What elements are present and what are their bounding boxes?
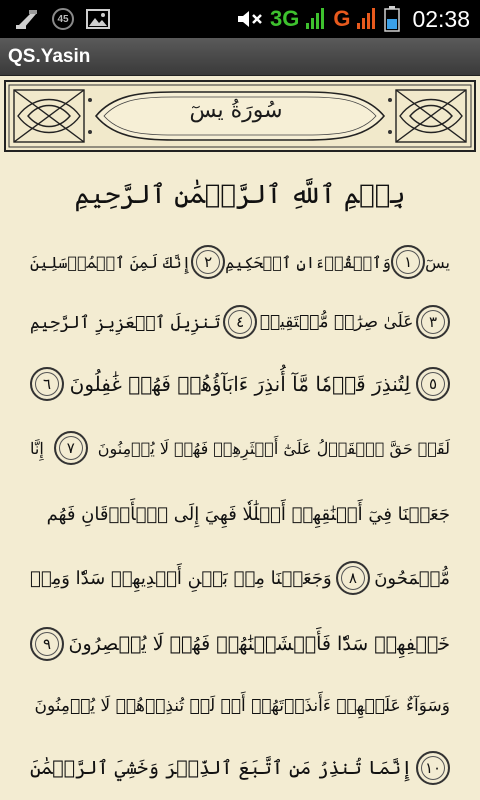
ayah-number-marker: ٩ [30,627,64,661]
verse-segment: وَٱلۡقُرۡءَانِ ٱلۡحَكِيمِ [225,252,392,272]
verse-segment: خَلۡفِهِمۡ سَدّٗا فَأَغۡشَيۡنَٰهُمۡ فَهُمۡ لَا يُبۡصِرُونَ [68,633,450,655]
verse-line [30,488,450,540]
verse-line [30,422,450,474]
verse-line [30,358,450,410]
ayah-number-marker: ٣ [416,305,450,339]
verse-segment: جَعَلۡنَا فِيٓ أَعۡنَٰقِهِمۡ أَغۡلَٰلٗا فَهِيَ إِلَى ٱلۡأَذۡقَانِ فَهُم [46,503,450,525]
verse-segment: وَجَعَلۡنَا مِنۢ بَيۡنِ أَيۡدِيهِمۡ سَدّٗا وَمِنۡ [30,567,332,589]
verse-line [30,742,450,794]
verse-line [30,236,450,288]
verse-line [30,680,450,732]
verse-line [30,296,450,348]
verse-segment: مُّقۡمَحُونَ [374,567,450,589]
ayah-number-marker: ٥ [416,367,450,401]
status-clock: 02:38 [412,5,470,32]
ayah-number-marker: ٧ [54,431,88,465]
usb-icon [14,8,40,30]
signal-icon [356,7,378,31]
ayah-number-marker: ٨ [336,561,370,595]
mute-icon [236,8,264,30]
verse-segment: إِنَّا [30,438,44,458]
signal-icon [305,7,327,31]
basmala: بِسۡمِ ٱللَّهِ ٱلرَّحۡمَٰنِ ٱلرَّحِيمِ [74,180,406,210]
app-title: QS.Yasin [8,45,91,67]
verse-segment: تَنزِيلَ ٱلۡعَزِيزِ ٱلرَّحِيمِ [30,312,221,333]
image-icon [86,8,112,30]
verse-segment: يسٓ [425,252,450,272]
network-g-label: G [333,6,351,31]
verse-segment: لَقَدۡ حَقَّ ٱلۡقَوۡلُ عَلَىٰٓ أَكۡثَرِهِمۡ فَهُمۡ لَا يُؤۡمِنُونَ [97,438,450,458]
quran-page[interactable] [0,76,480,800]
notification-badge-icon: 45 [52,8,74,30]
battery-icon [384,6,400,32]
verse-segment: إِنَّمَا تُنذِرُ مَنِ ٱتَّبَعَ ٱلذِّكۡرَ وَخَشِيَ ٱلرَّحۡمَٰنَ [30,757,413,779]
ayah-number-marker: ١ [391,245,425,279]
title-bar [0,38,480,76]
ayah-number-marker: ٤ [223,305,257,339]
surah-title: سُورَةُ يسٓ [189,98,283,123]
verse-segment: عَلَىٰ صِرَٰطٖ مُّسۡتَقِيمٖ [259,312,414,332]
ayah-number-marker: ٦ [30,367,64,401]
verse-segment: لِتُنذِرَ قَوۡمٗا مَّآ أُنذِرَ ءَابَآؤُهُمۡ فَهُمۡ غَٰفِلُونَ [69,372,411,396]
ayah-number-marker: ٢ [191,245,225,279]
verse-segment: إِنَّكَ لَمِنَ ٱلۡمُرۡسَلِينَ [30,252,192,272]
status-bar [0,0,480,38]
verse-segment: وَسَوَآءٌ عَلَيۡهِمۡ ءَأَنذَرۡتَهُمۡ أَمۡ لَمۡ تُنذِرۡهُمۡ لَا يُؤۡمِنُونَ [34,696,450,716]
network-3g-label: 3G [269,6,300,31]
verse-line [30,618,450,670]
verse-line [30,552,450,604]
ayah-number-marker: ١٠ [416,751,450,785]
